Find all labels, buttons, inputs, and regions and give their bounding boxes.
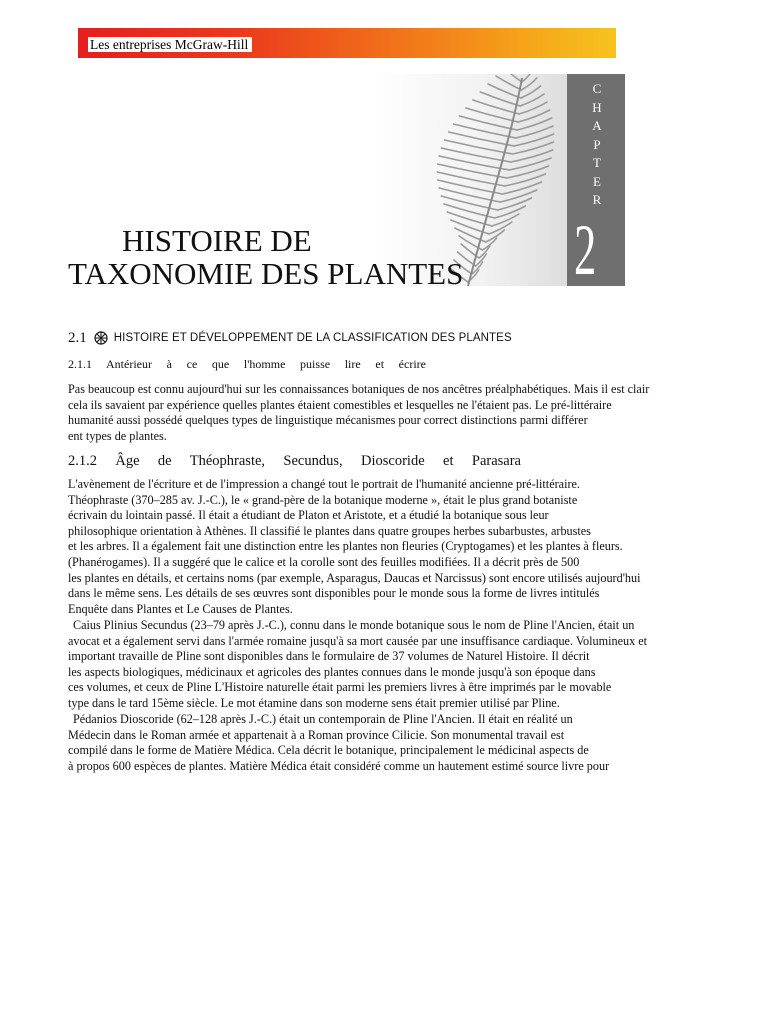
paragraph-dioscorides [68,712,748,774]
text-line: Pédanios Dioscoride (62–128 après J.-C.) était un contemporain de Pline l'Ancien. Il était en réalité un [73,712,573,726]
chapter-title-line2: TAXONOMIE DES PLANTES [68,256,464,291]
text-line: les aspects biologiques, médicinaux et agricoles des plantes connues dans le monde jusqu'à son époque dans [68,664,596,679]
text-line: type dans le tard 15ème siècle. Le mot étamine dans son moderne sens était premier utilisé par Pline. [68,695,560,710]
chapter-letter: P [593,136,601,152]
text-line: (Phanérogames). Il a suggéré que le calice et la corolle sont des feuilles modifiées. Il a décrit près de 500 [68,554,580,569]
text-line: avocat et a également servi dans l'armée romaine jusqu'à sa mort causée par une insuffisance cardiaque. Volumineux et [68,633,648,648]
text-line: à propos 600 espèces de plantes. Matière Médica était considéré comme un hautement estimé source livre pour [68,758,610,773]
text-line: Théophraste (370–285 av. J.-C.), le « grand-père de la botanique moderne », était le plus grand botaniste [68,492,578,507]
text-line: L'avènement de l'écriture et de l'impression a changé tout le portrait de l'humanité ancienne pré-littéraire. [68,477,580,491]
chapter-letter: E [593,173,601,189]
section-number: 2.1 [68,330,87,346]
text-line: Enquête dans Plantes et Le Causes de Plantes. [68,601,293,616]
text-line: compilé dans le forme de Matière Médica. Cela décrit le botanique, principalement le médicinal aspects de [68,743,589,758]
text-line: ent types de plantes. [68,428,167,443]
text-line: les plantes en détails, et certains noms (par exemple, Asparagus, Daucas et Narcissus) sont encore utilisés aujourd'hui [68,570,641,585]
text-line: cela ils savaient par expérience quelles plantes étaient comestibles et lesquelles ne l'étaient pas. Le pré-littéraire [68,397,612,412]
paragraph-pliny [68,618,748,712]
text-line: ces volumes, et ceux de Pline L'Histoire naturelle était parmi les premiers livres à être imprimés par le movable [68,680,612,695]
chapter-letter: A [592,118,602,133]
paragraph-theophrastus [68,477,748,617]
gear-icon [94,331,108,345]
chapter-letter: C [592,81,602,96]
chapter-title-line1: HISTOIRE DE [122,223,312,258]
text-line: Médecin dans le Roman armée et appartenait à a Roman province Cilicie. Son monumental travail est [68,727,565,742]
section-title: HISTOIRE ET DÉVELOPPEMENT DE LA CLASSIFICATION DES PLANTES [113,332,512,344]
text-line: Caius Plinius Secundus (23–79 après J.-C.), connu dans le monde botanique sous le nom de Pline l'Ancien, était un [73,618,635,632]
text-line: philosophique orientation à Athènes. Il classifié le plantes dans quatre groupes herbes subarbustes, arbustes [68,523,591,538]
chapter-letter: R [592,192,602,207]
text-line: et les arbres. Il a également fait une distinction entre les plantes non fleuries (Cryptogames) et les plantes à fleurs. [68,539,623,554]
chapter-letter: H [592,99,602,115]
chapter-letter: T [593,155,601,170]
chapter-number: 2 [574,210,597,290]
text-line: important travaille de Pline sont disponibles dans le formulaire de 37 volumes de Naturel Histoire. Il décrit [68,649,590,664]
text-line: écrivain du lointain passé. Il était a étudiant de Platon et Aristote, et a étudié la botanique sous leur [68,508,549,523]
chapter-label [590,80,604,210]
publisher-banner [78,28,616,58]
text-line: dans le même sens. Les détails de ses œuvres sont disponibles pour le monde sous la forme de livres intitulés [68,586,600,601]
subsection-heading-2-1-1: 2.1.1 Antérieur à ce que l'homme puisse lire et écrire [68,357,426,371]
fern-illustration [372,74,572,286]
text-line: Pas beaucoup est connu aujourd'hui sur les connaissances botaniques de nos ancêtres préalphabétiques. Mais il est clair [68,382,650,396]
text-line: humanité aussi possédé quelques types de linguistique mécanismes pour correct distinctions parmi différer [68,413,588,428]
publisher-name: Les entreprises McGraw-Hill [88,37,252,52]
paragraph-prealphabetic [68,382,748,444]
section-heading [68,329,512,347]
subsection-heading-2-1-2: 2.1.2 Âge de Théophraste, Secundus, Dioscoride et Parasara [68,453,521,469]
